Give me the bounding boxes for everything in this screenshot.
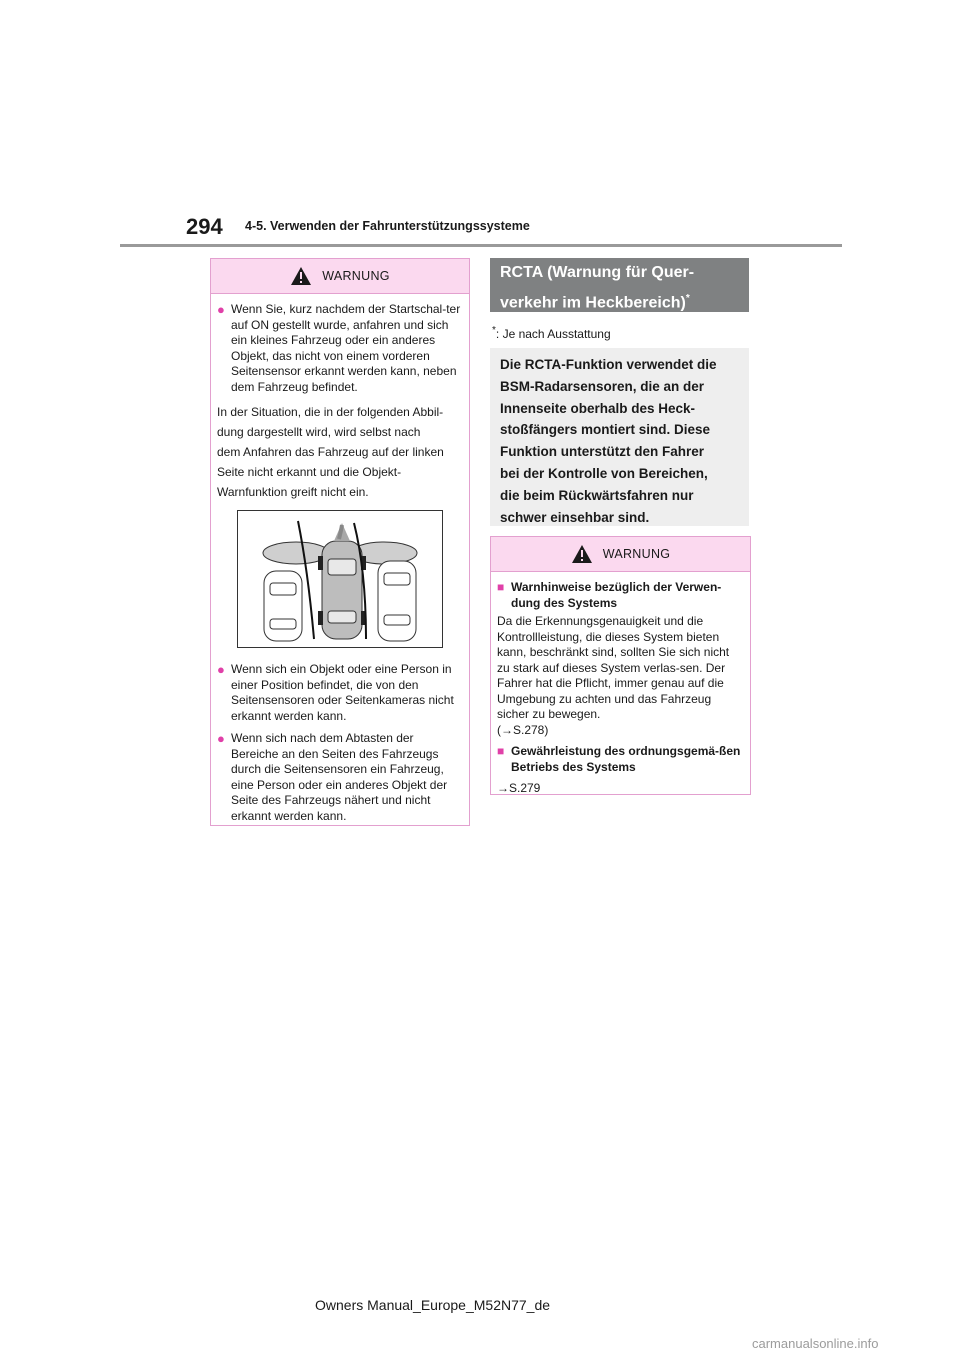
warning-box-left [210,258,470,826]
rcta-intro-box [490,348,749,526]
paragraph-line: dem Anfahren das Fahrzeug auf der linken [217,445,444,459]
page-number: 294 [186,214,223,239]
subheading-text: Gewährleistung des ordnungsgemä-ßen Betriebs des Systems [511,744,741,774]
bullet-dot-icon: ● [217,302,225,317]
bullet-text: Wenn sich nach dem Abtasten der Bereiche an den Seiten des Fahrzeugs durch die Seitensensoren ein Fahrzeug, eine Person oder ein anderes Objekt der Seite des Fahrzeugs nähert und nicht erkannt werden kann. [231,731,448,823]
warning-body: Da die Erkennungsgenauigkeit und die Kontrollleistung, die dieses System bieten kann, beschränkt sind, sollten Sie sich nicht zu stark auf dieses System verlas-sen. Der Fahrer hat die Pflicht, immer genau auf die Umgebung zu achten und das Fahrzeug sicher zu bewegen. [497,614,730,721]
intro-line: stoßfängers montiert sind. Diese [500,422,711,438]
warning-box-right [490,536,751,795]
warning-subheading [497,744,744,775]
warning-header [211,259,469,294]
page-reference: →S.279 [497,781,541,795]
rcta-title-text: verkehr im Heckbereich) [500,294,686,312]
rcta-title-line [500,286,739,316]
parking-illustration [237,510,443,648]
paragraph-line: Warnfunktion greift nicht ein. [217,485,369,499]
paragraph-line: Seite nicht erkannt und die Objekt- [217,465,402,479]
intro-line: BSM-Radarsensoren, die an der [500,378,705,394]
page-reference: (→S.278) [497,722,549,737]
warning-triangle-icon [290,266,312,286]
intro-line: schwer einsehbar sind. [500,509,650,525]
bullet-dot-icon: ● [217,731,225,746]
intro-line: die beim Rückwärtsfahren nur [500,487,694,503]
bullet-text: Wenn Sie, kurz nachdem der Startschal-ter auf ON gestellt wurde, anfahren und sich ein kleines Fahrzeug oder ein anderes Objekt, das nicht von einem vorderen Seitensensor erkannt werden kann, neben dem Fahrzeug befindet. [231,302,461,394]
intro-line: Funktion unterstützt den Fahrer [500,444,704,460]
warning-label: WARNUNG [602,547,671,561]
rcta-title-line: RCTA (Warnung für Quer- [500,264,695,281]
footnote-marker: * [492,325,496,336]
square-bullet-icon: ■ [497,580,505,594]
warning-paragraph [217,402,463,502]
list-item [217,731,463,824]
footnote-text: : Je nach Ausstattung [495,327,611,341]
footnote [492,325,611,341]
square-bullet-icon: ■ [497,744,505,758]
intro-line: Die RCTA-Funktion verwendet die [500,357,717,372]
list-item [217,302,463,395]
paragraph-line: In der Situation, die in der folgenden Abbil- [217,405,444,419]
bullet-text: Wenn sich ein Objekt oder eine Person in einer Position befindet, die von den Seitensensoren oder Seitenkameras nicht erkannt werden kann. [231,662,454,723]
header-rule [120,244,842,247]
section-title: 4-5. Verwenden der Fahrunterstützungssysteme [245,219,530,233]
list-item [217,662,463,724]
warning-subheading [497,580,744,611]
intro-line: bei der Kontrolle von Bereichen, [500,465,708,481]
warning-header [491,537,750,572]
subheading-text: Warnhinweise bezüglich der Verwen-dung des Systems [511,580,722,610]
warning-triangle-icon [571,544,593,564]
intro-line: Innenseite oberhalb des Heck- [500,400,696,416]
footnote-marker: * [685,293,690,304]
paragraph-line: dung dargestellt wird, wird selbst nach [217,425,421,439]
document-footer: Owners Manual_Europe_M52N77_de [315,1297,551,1313]
rcta-title-box [490,258,749,312]
bullet-dot-icon: ● [217,662,225,677]
warning-label: WARNUNG [322,269,390,283]
watermark: carmanualsonline.info [752,1336,879,1351]
